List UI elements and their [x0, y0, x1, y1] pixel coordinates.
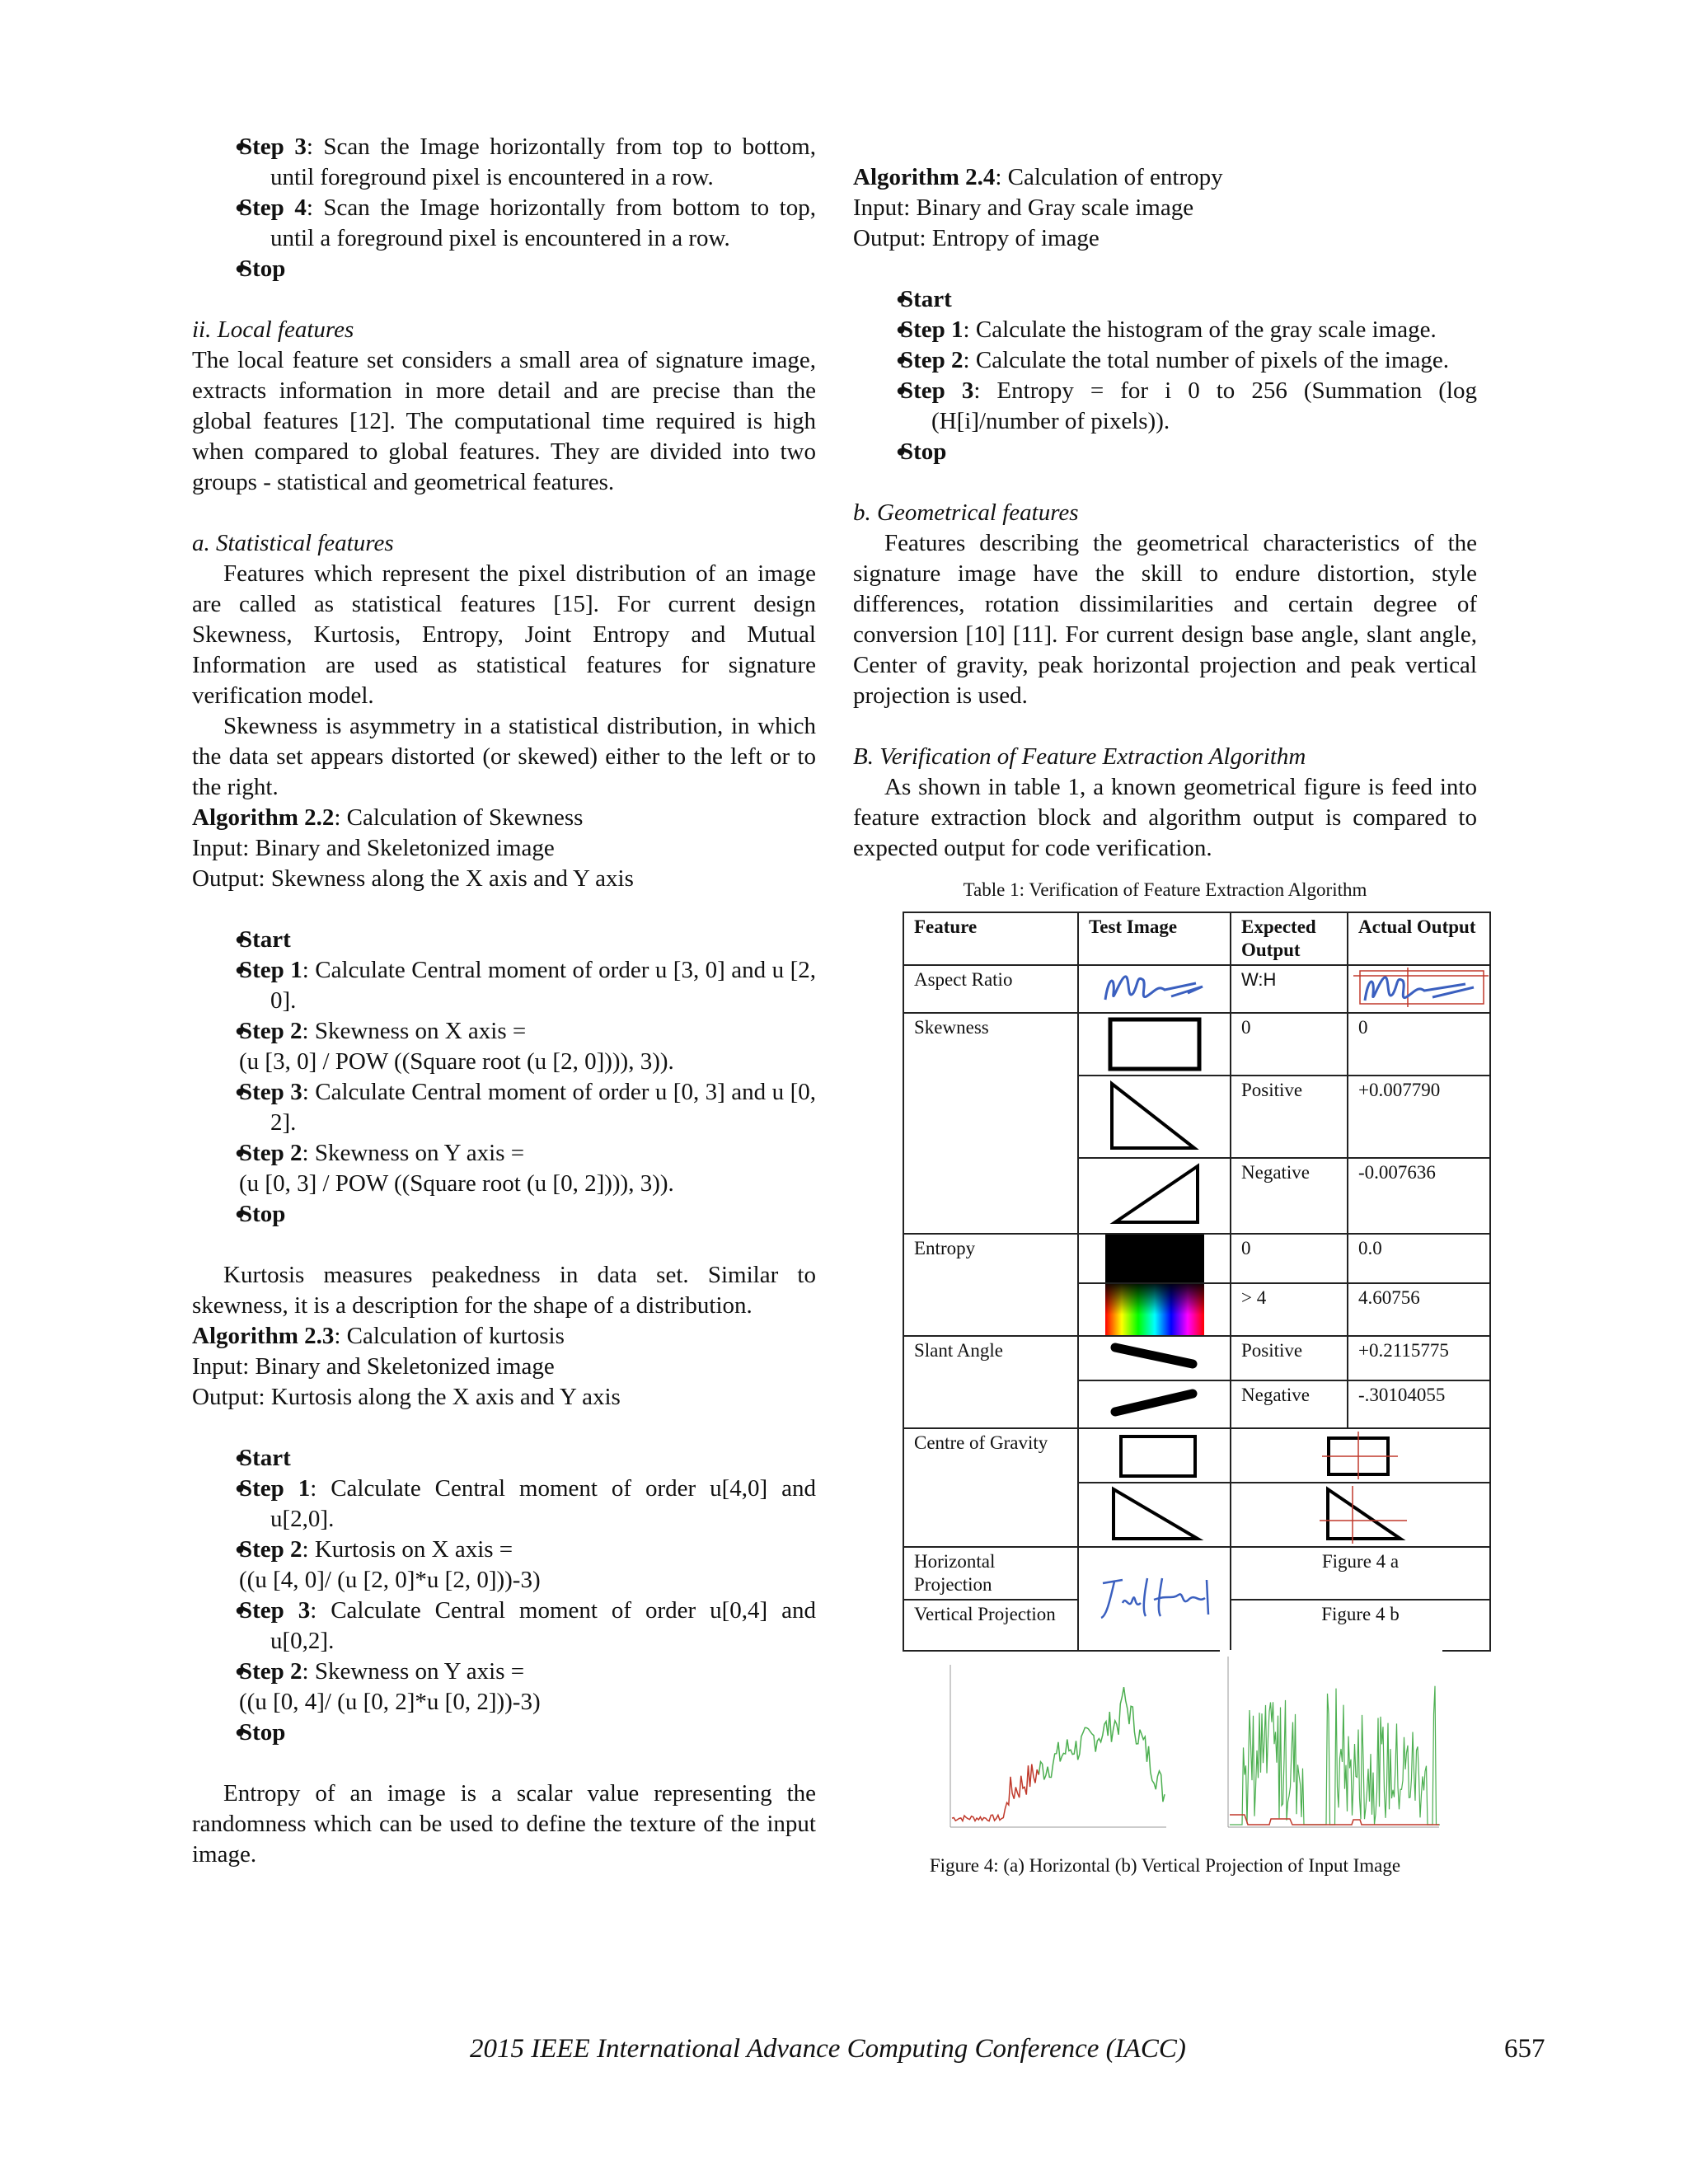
- paragraph-local: The local feature set considers a small area of signature image, extracts information in more detail and are precise than the global features [12]. The computational time required is high when compared to global features. They are divided into two groups - statistical and geometrical features.: [192, 347, 816, 495]
- step-label: Step 2: [239, 1658, 302, 1685]
- black-square-icon: [1105, 1235, 1204, 1282]
- cell-expected: Positive: [1231, 1336, 1348, 1380]
- table-row: [903, 1428, 1490, 1483]
- cell-actual: +0.007790: [1348, 1076, 1490, 1158]
- list-item: [192, 1016, 816, 1077]
- algorithm-title: : Calculation of entropy: [995, 164, 1223, 190]
- cell-actual: -.30104055: [1348, 1380, 1490, 1428]
- list-item: [192, 925, 816, 955]
- list-item: [192, 1443, 816, 1474]
- section-heading-statistical: a. Statistical features: [192, 530, 394, 556]
- section-heading-local: ii. Local features: [192, 316, 354, 343]
- slant-line-down-icon: [1105, 1339, 1204, 1372]
- step-text: : Calculate Central moment of order u [0, 3] and u [0, 2].: [270, 1079, 816, 1136]
- algorithm-2-2-title: [192, 803, 816, 833]
- rainbow-gradient-icon: [1105, 1284, 1204, 1335]
- list-item: [192, 1077, 816, 1138]
- step-text: : Calculate the total number of pixels of the image.: [963, 347, 1450, 373]
- list-item: [192, 1596, 816, 1657]
- step-text: : Skewness on Y axis =: [302, 1658, 525, 1685]
- cell-expected: 0: [1231, 1234, 1348, 1283]
- list-item: [192, 254, 816, 284]
- cell-feature: Vertical Projection: [903, 1600, 1078, 1651]
- algorithm-2-2-input: Input: Binary and Skeletonized image: [192, 835, 555, 861]
- list-item: [853, 437, 1477, 467]
- algorithm-title: : Calculation of Skewness: [334, 804, 584, 831]
- algorithm-2-3-title: [192, 1321, 816, 1352]
- color-gradient-image: [1078, 1283, 1231, 1336]
- algorithm-2-4-title: [853, 162, 1477, 193]
- cell-actual: 0: [1348, 1013, 1490, 1076]
- step-text: : Kurtosis on X axis =: [302, 1536, 513, 1563]
- table-row: [903, 965, 1490, 1013]
- cell-actual: 4.60756: [1348, 1283, 1490, 1336]
- figure-caption: Figure 4: (a) Horizontal (b) Vertical Projection of Input Image: [929, 1855, 1401, 1876]
- triangle-right-icon: [1105, 1079, 1204, 1153]
- slant-line-up-icon: [1105, 1384, 1204, 1420]
- cell-expected: > 4: [1231, 1283, 1348, 1336]
- cell-feature: Skewness: [903, 1013, 1078, 1234]
- cell-figure-ref: Figure 4 b: [1231, 1600, 1490, 1651]
- triangle-right-icon: [1105, 1486, 1204, 1544]
- step-label: Step 3: [239, 1597, 311, 1624]
- signature-image: [1078, 1547, 1231, 1651]
- cell-feature: Entropy: [903, 1234, 1078, 1336]
- cell-figure-ref: Figure 4 a: [1231, 1547, 1490, 1600]
- list-item: [192, 1535, 816, 1596]
- paragraph-statistical: Features which represent the pixel distribution of an image are called as statistical features [15]. For current design Skewness, Kurtosis, Entropy, Joint Entropy and Mutual Information are used as statistical features for signature verification model.: [192, 560, 816, 709]
- algorithm-2-4-input: Input: Binary and Gray scale image: [853, 194, 1194, 221]
- paragraph-entropy: Entropy of an image is a scalar value representing the randomness which can be used to define the texture of the input image.: [192, 1780, 816, 1868]
- step-label: Start: [239, 1445, 291, 1471]
- header-actual-output: Actual Output: [1348, 912, 1490, 965]
- algorithm-2-3-input: Input: Binary and Skeletonized image: [192, 1353, 555, 1380]
- section-heading-verification: B. Verification of Feature Extraction Algorithm: [853, 743, 1306, 770]
- step-label: Step 2: [239, 1018, 302, 1044]
- step-list-skewness: [192, 925, 816, 1230]
- paragraph-skewness: Skewness is asymmetry in a statistical distribution, in which the data set appears distorted (or skewed) either to the left or to the right.: [192, 713, 816, 800]
- table-header-row: [903, 912, 1490, 965]
- step-label: Step 3: [239, 1079, 302, 1105]
- algorithm-label: Algorithm 2.4: [853, 164, 996, 190]
- step-text: : Skewness on X axis =: [302, 1018, 527, 1044]
- step-label: Step 3: [239, 134, 307, 160]
- list-item: [853, 345, 1477, 376]
- step-text: : Calculate Central moment of order u [3, 0] and u [2, 0].: [270, 957, 816, 1014]
- right-column: [853, 162, 1477, 1877]
- verification-table: [903, 912, 1491, 1652]
- left-column: [192, 132, 816, 1870]
- step-text: : Entropy = for i 0 to 256 (Summation (log (H[i]/number of pixels)).: [931, 377, 1477, 434]
- signature-bounding-icon: [1350, 968, 1490, 1007]
- step-label: Stop: [239, 255, 286, 282]
- signature-scribble-icon: [1093, 1570, 1217, 1628]
- table-row: [903, 1013, 1490, 1076]
- cell-actual: +0.2115775: [1348, 1336, 1490, 1380]
- algorithm-2-2-output: Output: Skewness along the X axis and Y axis: [192, 865, 634, 892]
- step-label: Step 2: [239, 1536, 302, 1563]
- list-item: [192, 1199, 816, 1230]
- step-formula: (u [0, 3] / POW ((Square root (u [0, 2]))), 3)).: [239, 1170, 674, 1197]
- list-item: [853, 376, 1477, 437]
- step-text: : Calculate the histogram of the gray scale image.: [963, 316, 1437, 343]
- step-label: Stop: [900, 438, 947, 465]
- table-row: [903, 1547, 1490, 1600]
- list-item: [192, 1657, 816, 1718]
- header-feature: Feature: [903, 912, 1078, 965]
- step-formula: ((u [0, 4]/ (u [0, 2]*u [0, 2]))-3): [239, 1689, 541, 1715]
- algorithm-label: Algorithm 2.2: [192, 804, 335, 831]
- cell-expected: Positive: [1231, 1076, 1348, 1158]
- table-caption: Table 1: Verification of Feature Extraction Algorithm: [963, 879, 1367, 900]
- step-label: Start: [239, 926, 291, 953]
- list-item: [192, 1138, 816, 1199]
- paragraph-kurtosis: Kurtosis measures peakedness in data set. Similar to skewness, it is a description for the shape of a distribution.: [192, 1262, 816, 1319]
- table-row: [903, 1234, 1490, 1283]
- step-text: : Skewness on Y axis =: [302, 1140, 525, 1166]
- list-item: [853, 315, 1477, 345]
- triangle-centroid-icon: [1311, 1486, 1410, 1544]
- rectangle-centroid-icon: [1315, 1432, 1406, 1479]
- step-label: Step 2: [239, 1140, 302, 1166]
- step-list-entropy: [853, 284, 1477, 467]
- footer-conference: 2015 IEEE International Advance Computing Conference (IACC): [470, 2034, 1186, 2064]
- rectangle-shape-icon: [1109, 1432, 1200, 1479]
- algorithm-title: : Calculation of kurtosis: [334, 1323, 565, 1349]
- paragraph-verification: As shown in table 1, a known geometrical figure is feed into feature extraction block and algorithm output is compared to expected output for code verification.: [853, 774, 1477, 861]
- list-item: [192, 1474, 816, 1535]
- triangle-left-icon: [1105, 1161, 1204, 1227]
- rectangle-image: [1078, 1013, 1231, 1076]
- cell-feature: Aspect Ratio: [903, 965, 1078, 1013]
- step-list-kurtosis: [192, 1443, 816, 1748]
- cell-expected: Negative: [1231, 1158, 1348, 1234]
- step-formula: ((u [4, 0]/ (u [2, 0]*u [2, 0]))-3): [239, 1567, 541, 1593]
- triangle-image: [1078, 1076, 1231, 1158]
- cell-actual: -0.007636: [1348, 1158, 1490, 1234]
- vertical-projection-plot: [1220, 1650, 1442, 1840]
- triangle-image: [1078, 1483, 1231, 1547]
- cell-feature: Centre of Gravity: [903, 1428, 1078, 1547]
- list-item: [192, 132, 816, 193]
- cell-expected: Negative: [1231, 1380, 1348, 1428]
- step-label: Stop: [239, 1719, 286, 1746]
- step-text: : Scan the Image horizontally from bottom to top, until a foreground pixel is encountered in a row.: [270, 194, 816, 251]
- list-item: [192, 955, 816, 1016]
- signature-image-actual: [1348, 965, 1490, 1013]
- slant-image: [1078, 1380, 1231, 1428]
- step-label: Step 1: [239, 1475, 311, 1502]
- signature-image: [1078, 965, 1231, 1013]
- list-item: [192, 1718, 816, 1748]
- slant-image: [1078, 1336, 1231, 1380]
- step-label: Step 1: [239, 957, 302, 983]
- step-list-top: [192, 132, 816, 284]
- cell-actual: 0.0: [1348, 1234, 1490, 1283]
- paragraph-geometrical: Features describing the geometrical characteristics of the signature image have the skill to endure distortion, style differences, rotation dissimilarities and certain degree of conversion [10] [11]. For current design base angle, slant angle, Center of gravity, peak horizontal projection and peak vertical projection is used.: [853, 530, 1477, 709]
- rectangle-shape-icon: [1105, 1016, 1204, 1072]
- page-number: 657: [1504, 2034, 1545, 2064]
- cell-expected: [1231, 965, 1348, 1013]
- algorithm-label: Algorithm 2.3: [192, 1323, 335, 1349]
- cell-feature: Slant Angle: [903, 1336, 1078, 1428]
- header-test-image: Test Image: [1078, 912, 1231, 965]
- algorithm-2-4-output: Output: Entropy of image: [853, 225, 1100, 251]
- section-heading-geometrical: b. Geometrical features: [853, 499, 1079, 526]
- triangle-image: [1078, 1158, 1231, 1234]
- step-text: : Calculate Central moment of order u[0,4] and u[0,2].: [270, 1597, 816, 1654]
- step-label: Stop: [239, 1201, 286, 1227]
- list-item: [853, 284, 1477, 315]
- horizontal-projection-plot: [942, 1658, 1170, 1841]
- cog-result-image: [1231, 1428, 1490, 1483]
- table-row: [903, 1336, 1490, 1380]
- step-label: Step 2: [900, 347, 964, 373]
- algorithm-2-3-output: Output: Kurtosis along the X axis and Y axis: [192, 1384, 621, 1410]
- step-label: Step 1: [900, 316, 964, 343]
- cog-result-image: [1231, 1483, 1490, 1547]
- rectangle-image: [1078, 1428, 1231, 1483]
- figure-4: [853, 1658, 1477, 1848]
- cell-feature: Horizontal Projection: [903, 1547, 1078, 1600]
- list-item: [192, 193, 816, 254]
- black-image: [1078, 1234, 1231, 1283]
- step-label: Start: [900, 286, 952, 312]
- step-label: Step 4: [239, 194, 307, 221]
- expected-value: W:H: [1241, 969, 1277, 990]
- cell-expected: 0: [1231, 1013, 1348, 1076]
- step-text: : Scan the Image horizontally from top to bottom, until foreground pixel is encountered in a row.: [270, 134, 816, 190]
- step-label: Step 3: [900, 377, 974, 404]
- step-text: : Calculate Central moment of order u[4,0] and u[2,0].: [270, 1475, 816, 1532]
- header-expected-output: Expected Output: [1231, 912, 1348, 965]
- step-formula: (u [3, 0] / POW ((Square root (u [2, 0]))), 3)).: [239, 1048, 674, 1075]
- signature-scribble-icon: [1097, 968, 1212, 1008]
